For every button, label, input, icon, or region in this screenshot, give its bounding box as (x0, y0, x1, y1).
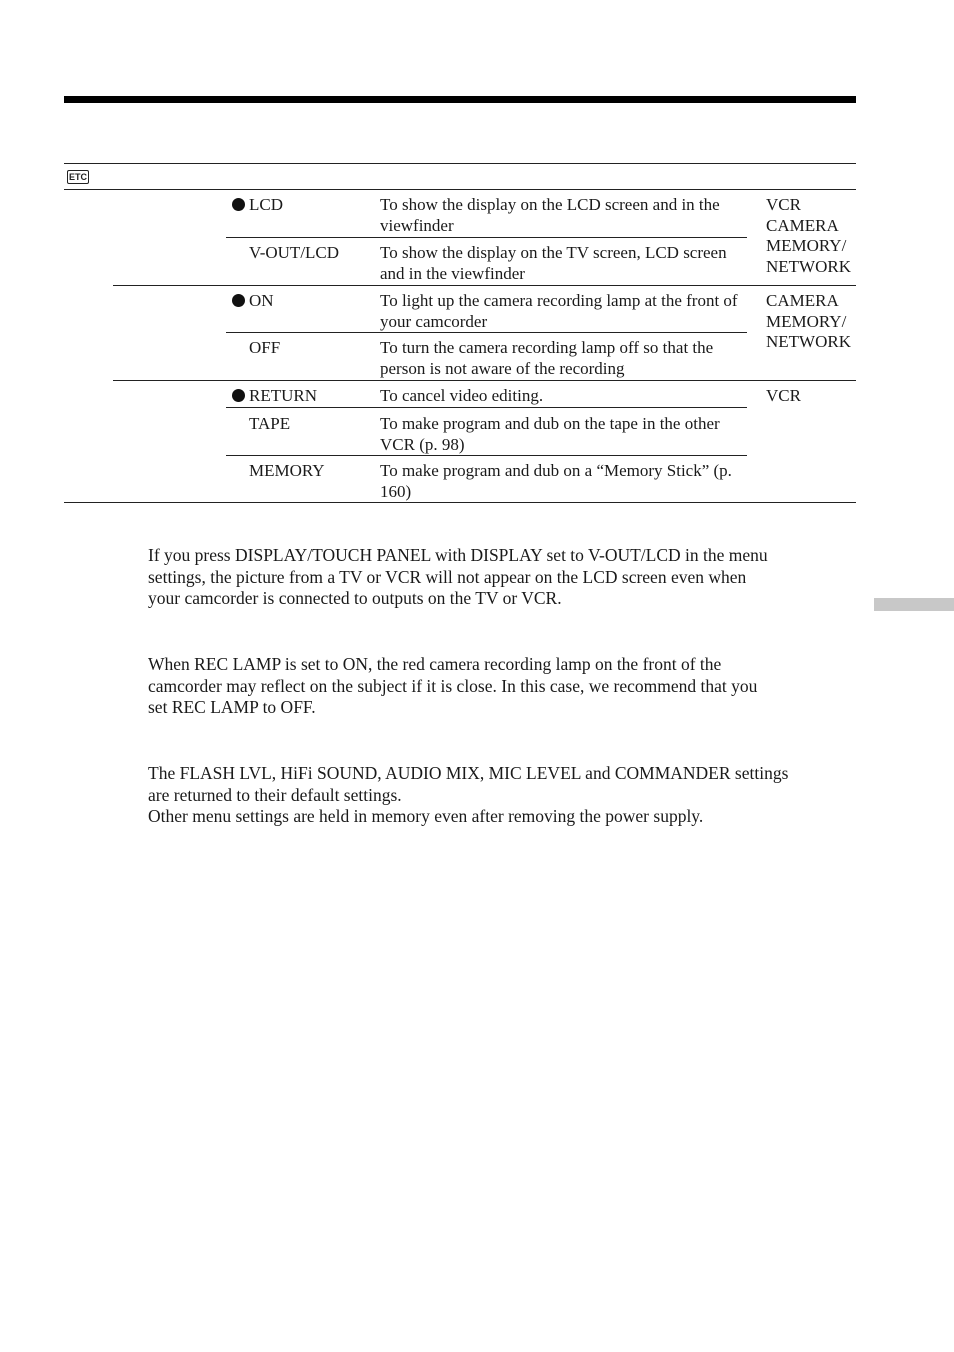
option-meaning: To cancel video editing. (380, 386, 544, 405)
mode-list (766, 291, 851, 353)
default-setting-icon (232, 294, 245, 307)
option-meaning: To show the display on the LCD screen and in the viewfinder (380, 195, 720, 235)
option-meaning: To make program and dub on a “Memory Stick” (p. 160) (380, 461, 732, 501)
option-divider (226, 237, 747, 238)
option-label: ON (249, 291, 274, 310)
option-off (232, 338, 280, 359)
option-return (232, 386, 317, 407)
option-divider (226, 332, 747, 333)
option-meaning: To turn the camera recording lamp off so that the person is not aware of the recording (380, 338, 714, 378)
option-label: OFF (249, 338, 281, 357)
note-rec-lamp (148, 654, 860, 719)
note-line: The FLASH LVL, HiFi SOUND, AUDIO MIX, MIC LEVEL and COMMANDER settings (148, 763, 789, 783)
mode-item: MEMORY/ (766, 236, 847, 255)
mode-item: NETWORK (766, 332, 851, 351)
option-meaning: To light up the camera recording lamp at the front of your camcorder (380, 291, 738, 331)
mode-item: MEMORY/ (766, 311, 847, 331)
table-bottom-rule (64, 502, 856, 503)
mode-item: VCR (766, 195, 801, 214)
option-label: LCD (249, 195, 283, 214)
default-setting-icon (232, 389, 245, 402)
section-edge-tab (874, 598, 954, 611)
note-default-settings (148, 763, 860, 828)
note-line: are returned to their default settings. (148, 784, 402, 805)
option-memory (232, 461, 325, 482)
default-setting-icon (232, 198, 245, 211)
table-top-rule (64, 163, 856, 164)
option-meaning: To make program and dub on the tape in the other VCR (p. 98) (380, 414, 720, 454)
option-label: MEMORY (249, 461, 325, 480)
option-divider (226, 455, 747, 456)
option-meaning: To show the display on the TV screen, LCD screen and in the viewfinder (380, 243, 727, 283)
mode-list (766, 195, 851, 277)
etc-menu-icon: ETC (69, 172, 87, 182)
mode-item: CAMERA (766, 215, 839, 235)
note-line: settings, the picture from a TV or VCR will not appear on the LCD screen even when (148, 566, 747, 587)
option-label: TAPE (249, 414, 291, 433)
mode-list (766, 386, 801, 407)
option-tape (232, 414, 290, 435)
note-line: Other menu settings are held in memory even after removing the power supply. (148, 806, 704, 826)
note-line: set REC LAMP to OFF. (148, 697, 316, 717)
mode-item: NETWORK (766, 256, 851, 276)
option-divider (226, 407, 747, 408)
option-label: RETURN (249, 386, 317, 405)
option-lcd (232, 195, 283, 216)
mode-item: CAMERA (766, 291, 839, 310)
mode-item: VCR (766, 386, 801, 405)
row-divider (113, 285, 856, 286)
option-v-out-lcd (232, 243, 339, 264)
note-line: If you press DISPLAY/TOUCH PANEL with DISPLAY set to V-OUT/LCD in the menu (148, 545, 768, 565)
note-display (148, 545, 860, 610)
note-line: When REC LAMP is set to ON, the red camera recording lamp on the front of the (148, 654, 722, 674)
note-line: your camcorder is connected to outputs on the TV or VCR. (148, 588, 562, 608)
note-line: camcorder may reflect on the subject if it is close. In this case, we recommend that you (148, 675, 758, 696)
table-header-rule (64, 189, 856, 190)
option-label: V-OUT/LCD (249, 243, 340, 262)
row-divider (113, 380, 856, 381)
option-on (232, 291, 274, 312)
header-rule (64, 96, 856, 103)
